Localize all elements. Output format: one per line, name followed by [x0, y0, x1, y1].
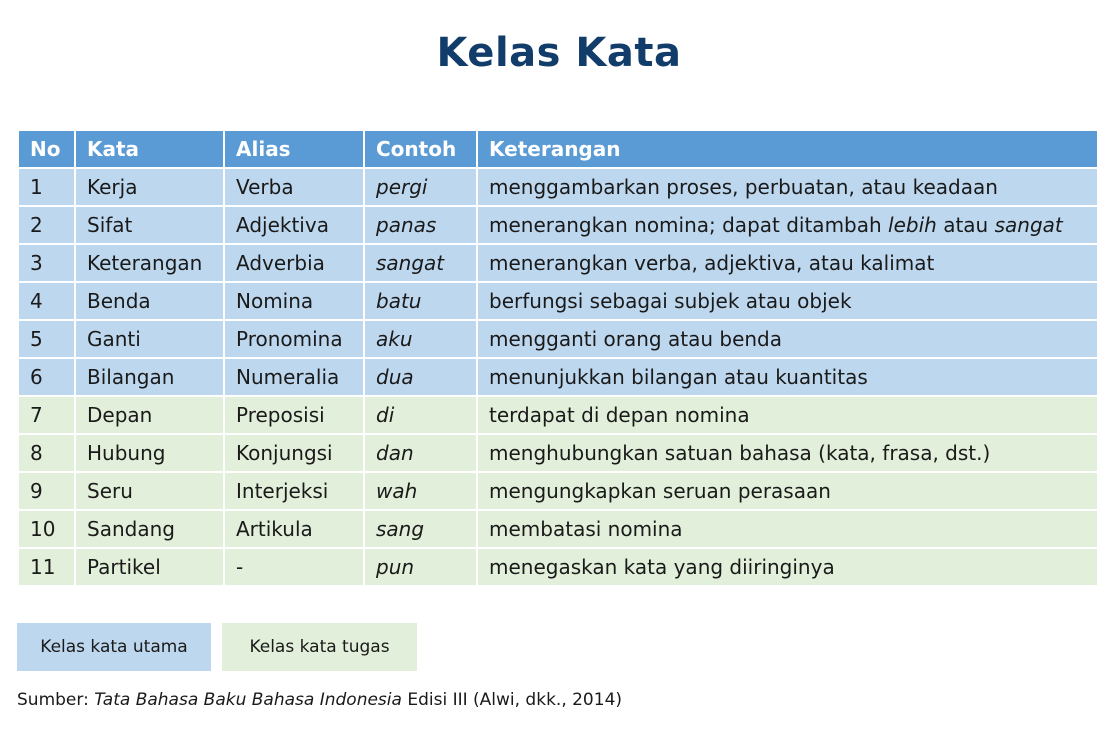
cell-keterangan — [477, 472, 1098, 510]
cell-contoh: sangat — [364, 244, 477, 282]
cell-alias: Nomina — [224, 282, 364, 320]
keterangan-italic-text: lebih — [888, 213, 937, 237]
cell-contoh: pergi — [364, 168, 477, 206]
cell-no: 9 — [18, 472, 75, 510]
table-row — [18, 320, 1098, 358]
page-title: Kelas Kata — [436, 30, 682, 76]
cell-contoh: aku — [364, 320, 477, 358]
cell-no: 1 — [18, 168, 75, 206]
cell-alias: Verba — [224, 168, 364, 206]
keterangan-text: menegaskan kata yang diiringinya — [489, 555, 835, 579]
table-row — [18, 168, 1098, 206]
legend-utama: Kelas kata utama — [17, 623, 211, 671]
keterangan-text: berfungsi sebagai subjek atau objek — [489, 289, 852, 313]
keterangan-text: atau — [936, 213, 995, 237]
header-alias: Alias — [224, 130, 364, 168]
cell-alias: Adverbia — [224, 244, 364, 282]
header-keterangan: Keterangan — [477, 130, 1098, 168]
cell-alias: Adjektiva — [224, 206, 364, 244]
source-citation — [17, 690, 622, 710]
cell-no: 10 — [18, 510, 75, 548]
table-body — [18, 168, 1098, 586]
cell-keterangan — [477, 434, 1098, 472]
cell-contoh: dua — [364, 358, 477, 396]
table-row — [18, 244, 1098, 282]
cell-keterangan — [477, 358, 1098, 396]
table-row — [18, 434, 1098, 472]
cell-kata: Sandang — [75, 510, 224, 548]
cell-kata: Hubung — [75, 434, 224, 472]
cell-kata: Benda — [75, 282, 224, 320]
cell-kata: Kerja — [75, 168, 224, 206]
cell-alias: Konjungsi — [224, 434, 364, 472]
keterangan-text: menerangkan nomina; dapat ditambah — [489, 213, 889, 237]
keterangan-italic-text: sangat — [994, 213, 1063, 237]
cell-contoh: sang — [364, 510, 477, 548]
table-row — [18, 396, 1098, 434]
cell-no: 5 — [18, 320, 75, 358]
cell-keterangan — [477, 548, 1098, 586]
cell-keterangan — [477, 168, 1098, 206]
cell-no: 7 — [18, 396, 75, 434]
cell-no: 8 — [18, 434, 75, 472]
cell-contoh: pun — [364, 548, 477, 586]
cell-keterangan — [477, 282, 1098, 320]
cell-alias: Artikula — [224, 510, 364, 548]
cell-contoh: batu — [364, 282, 477, 320]
cell-contoh: dan — [364, 434, 477, 472]
cell-no: 11 — [18, 548, 75, 586]
cell-alias: - — [224, 548, 364, 586]
cell-alias: Numeralia — [224, 358, 364, 396]
table-row — [18, 206, 1098, 244]
table-header-row — [18, 130, 1098, 168]
cell-alias: Preposisi — [224, 396, 364, 434]
table-row — [18, 472, 1098, 510]
source-prefix: Sumber: — [17, 690, 95, 710]
cell-kata: Sifat — [75, 206, 224, 244]
table-row — [18, 282, 1098, 320]
cell-no: 2 — [18, 206, 75, 244]
cell-kata: Bilangan — [75, 358, 224, 396]
header-kata: Kata — [75, 130, 224, 168]
cell-kata: Seru — [75, 472, 224, 510]
keterangan-text: menunjukkan bilangan atau kuantitas — [489, 365, 868, 389]
cell-alias: Pronomina — [224, 320, 364, 358]
cell-keterangan — [477, 206, 1098, 244]
keterangan-text: mengungkapkan seruan perasaan — [489, 479, 831, 503]
cell-contoh: di — [364, 396, 477, 434]
cell-no: 6 — [18, 358, 75, 396]
cell-kata: Partikel — [75, 548, 224, 586]
cell-kata: Depan — [75, 396, 224, 434]
cell-keterangan — [477, 510, 1098, 548]
table-row — [18, 358, 1098, 396]
cell-keterangan — [477, 244, 1098, 282]
word-class-table — [17, 129, 1099, 587]
header-no: No — [18, 130, 75, 168]
keterangan-text: terdapat di depan nomina — [489, 403, 750, 427]
cell-keterangan — [477, 396, 1098, 434]
cell-contoh: panas — [364, 206, 477, 244]
keterangan-text: menerangkan verba, adjektiva, atau kalimat — [489, 251, 935, 275]
cell-alias: Interjeksi — [224, 472, 364, 510]
cell-no: 3 — [18, 244, 75, 282]
cell-contoh: wah — [364, 472, 477, 510]
keterangan-text: mengganti orang atau benda — [489, 327, 782, 351]
keterangan-text: menghubungkan satuan bahasa (kata, frasa, dst.) — [489, 441, 991, 465]
cell-no: 4 — [18, 282, 75, 320]
source-suffix: Edisi III (Alwi, dkk., 2014) — [401, 690, 623, 710]
cell-kata: Ganti — [75, 320, 224, 358]
legend-tugas: Kelas kata tugas — [222, 623, 417, 671]
cell-keterangan — [477, 320, 1098, 358]
table-row — [18, 510, 1098, 548]
keterangan-text: menggambarkan proses, perbuatan, atau keadaan — [489, 175, 998, 199]
source-book-title: Tata Bahasa Baku Bahasa Indonesia — [94, 690, 402, 710]
keterangan-text: membatasi nomina — [489, 517, 683, 541]
header-contoh: Contoh — [364, 130, 477, 168]
table-row — [18, 548, 1098, 586]
cell-kata: Keterangan — [75, 244, 224, 282]
